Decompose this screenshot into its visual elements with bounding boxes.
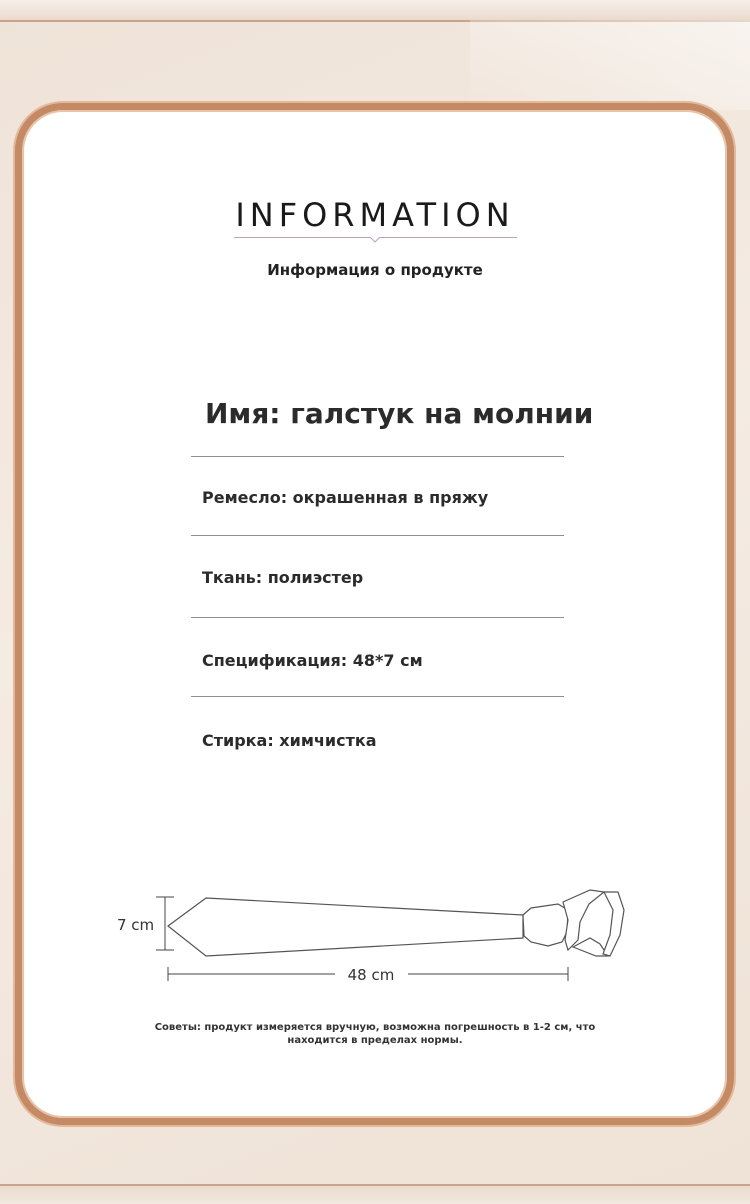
tip-line: Советы: продукт измеряется вручную, возможна погрешность в 1-2 см, что — [154, 1022, 596, 1033]
divider — [191, 456, 564, 457]
background-shade — [470, 20, 750, 110]
tie-outline-icon — [168, 890, 624, 956]
divider — [191, 617, 564, 618]
spec-size: Спецификация: 48*7 см — [202, 651, 423, 670]
product-name: Имя: галстук на молнии — [205, 397, 594, 430]
bottom-band — [0, 1184, 750, 1204]
section-heading: INFORMATION — [235, 196, 515, 234]
divider — [191, 535, 564, 536]
spec-craft: Ремесло: окрашенная в пряжу — [202, 488, 489, 507]
measurement-tip — [0, 1021, 750, 1047]
width-label: 7 cm — [117, 916, 155, 934]
tie-size-diagram — [0, 880, 750, 990]
tip-line: находится в пределах нормы. — [287, 1035, 463, 1046]
length-label: 48 cm — [347, 966, 395, 984]
top-band — [0, 0, 750, 22]
divider — [191, 696, 564, 697]
spec-washing: Стирка: химчистка — [202, 731, 377, 750]
chevron-down-icon — [370, 237, 380, 247]
section-subtitle: Информация о продукте — [267, 261, 483, 279]
spec-fabric: Ткань: полиэстер — [202, 568, 364, 587]
